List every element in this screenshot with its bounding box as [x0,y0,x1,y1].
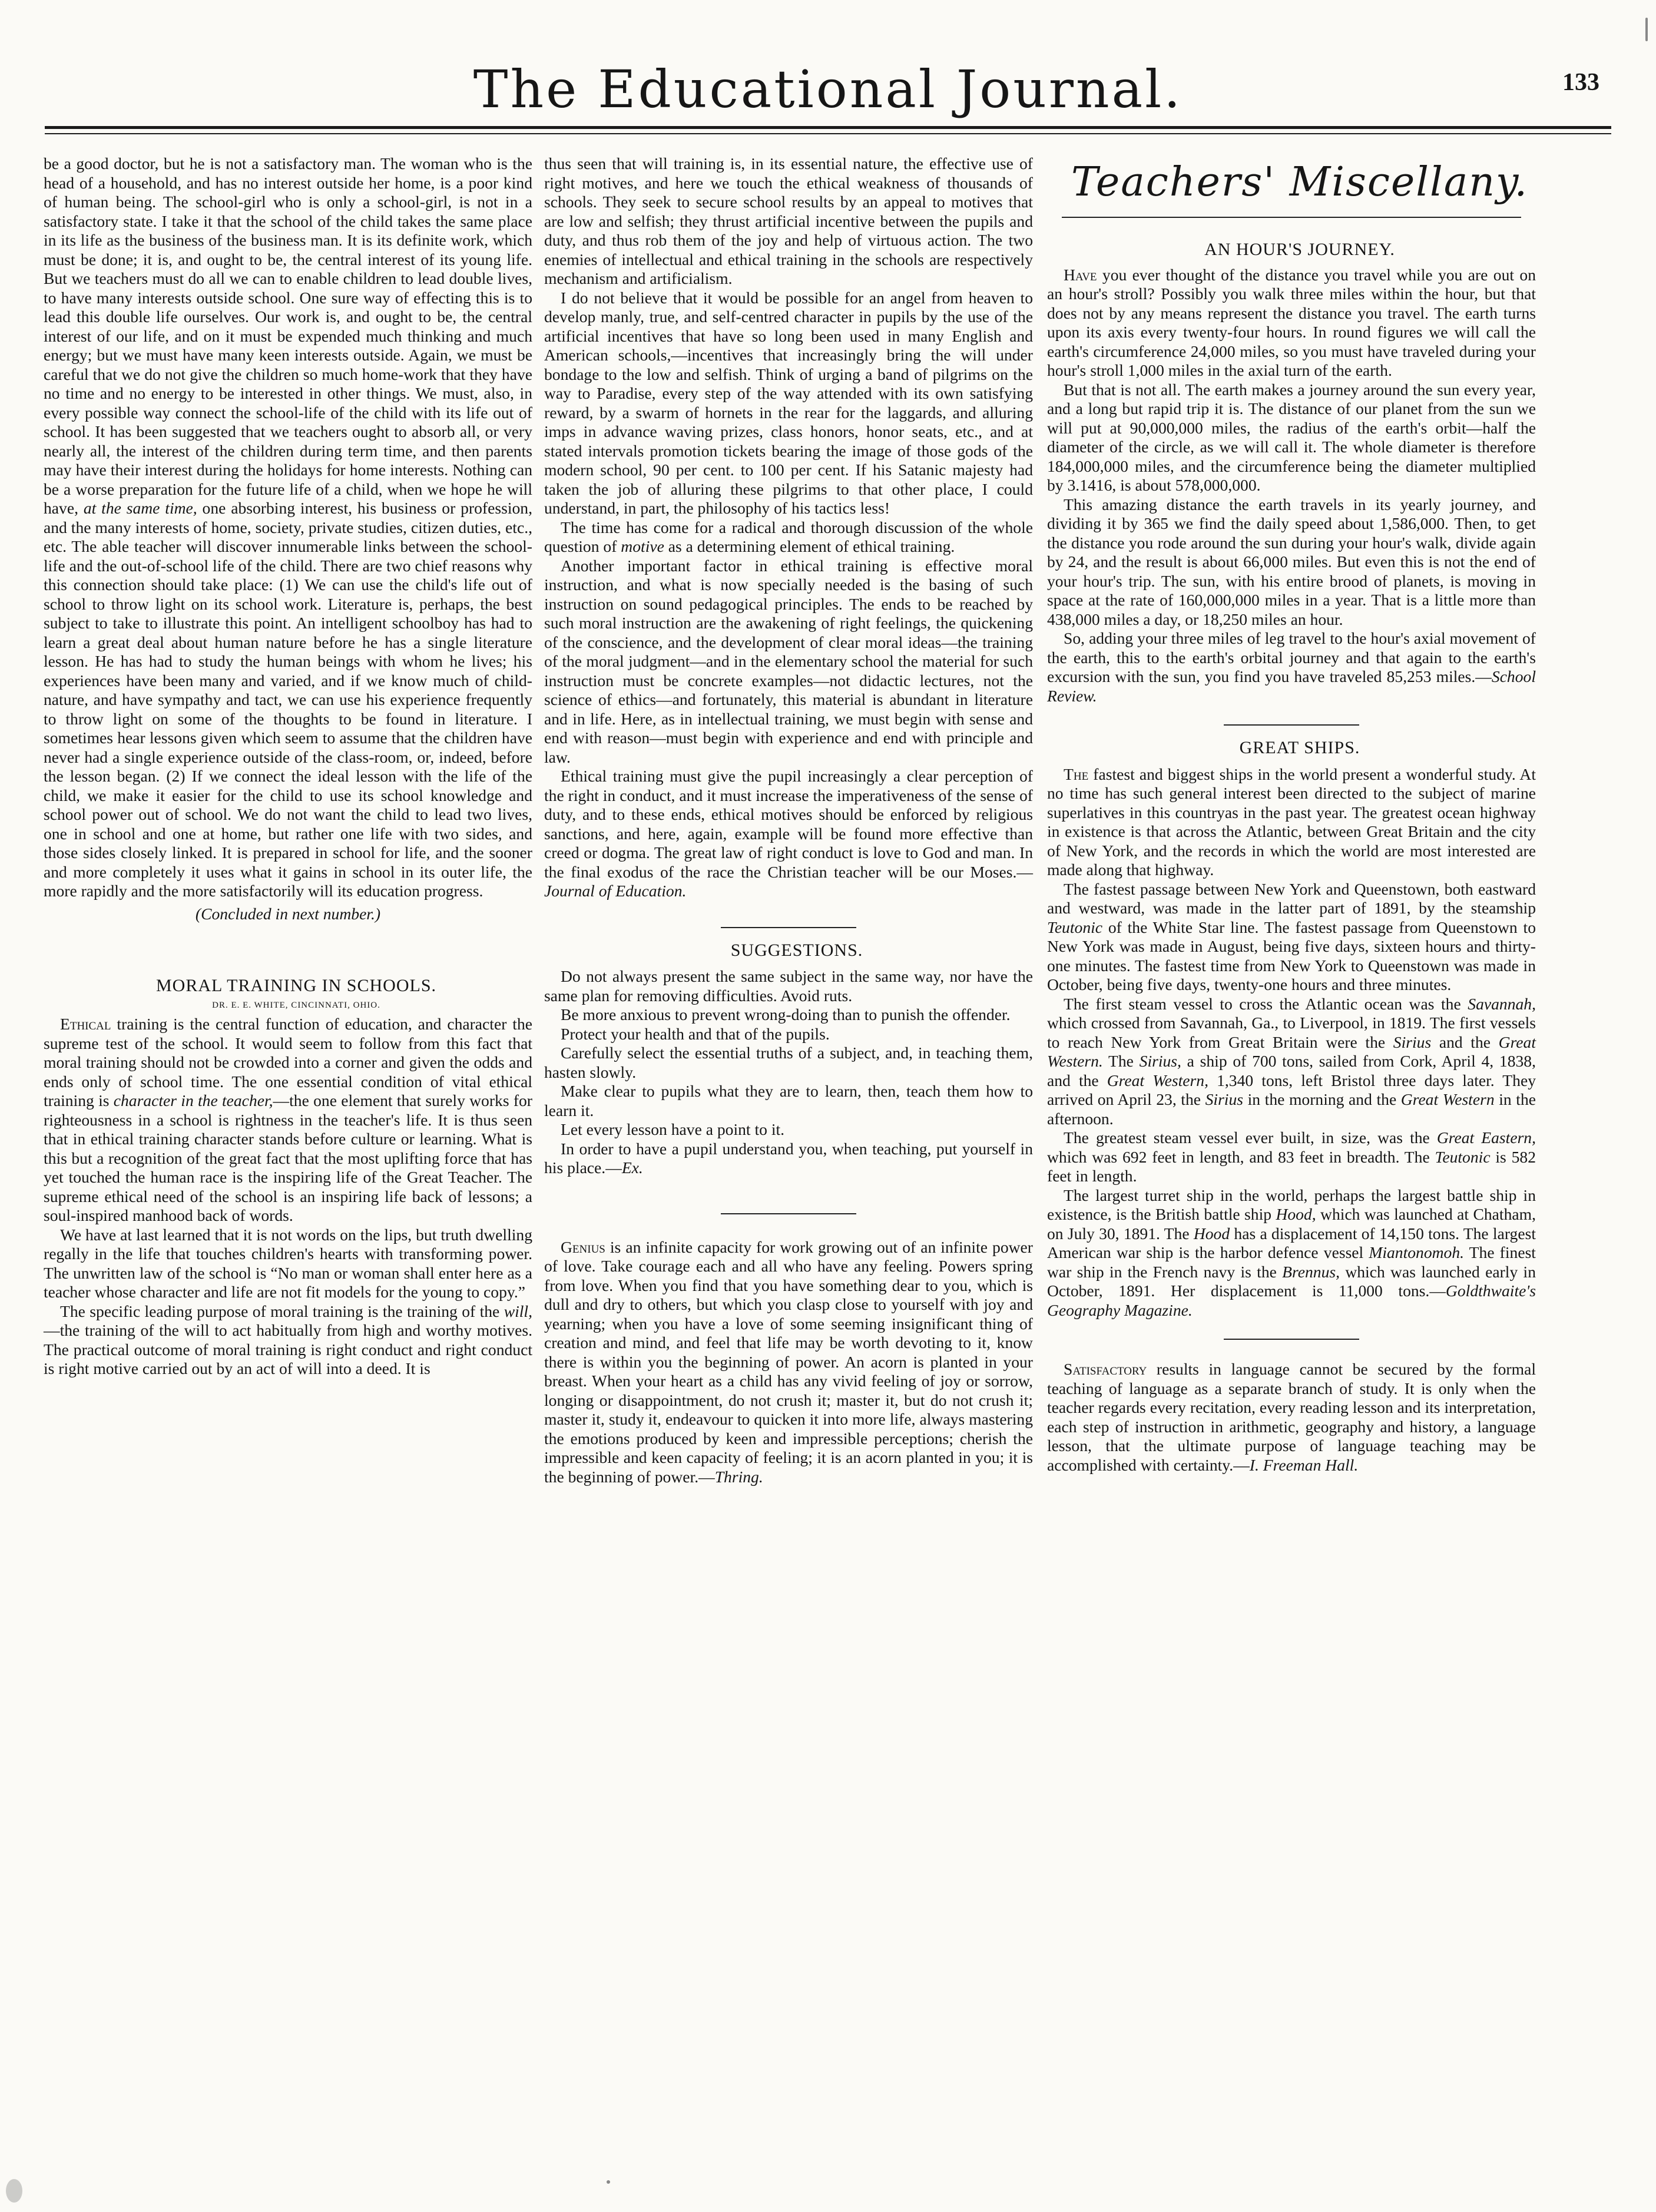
suggestions-heading: SUGGESTIONS. [730,940,863,960]
suggestion-item: Be more anxious to prevent wrong-doing than to punish the offender. [561,1005,1011,1024]
section-divider [1224,724,1359,726]
suggestion-item: Do not always present the same subject in the same way, nor have the same plan for removing difficulties. Avoid ruts. [544,967,1033,1005]
journal-title: The Educational Journal. [473,59,1183,120]
moral-training-paragraph-3: The specific leading purpose of moral training is the training of the will,—the training of the will to act habitually from high and worthy motives. The practical outcome of moral training is right conduct and right conduct is right motive carried out by an act of will into a deed. It is [44,1302,532,1377]
moral-training-byline: DR. E. E. WHITE, CINCINNATI, OHIO. [212,1000,380,1010]
suggestion-item: Make clear to pupils what they are to learn, then, teach them how to learn it. [544,1082,1033,1120]
scan-speck [607,2180,610,2184]
language-paragraph: Satisfactory results in language cannot be secured by the formal teaching of language as a separate branch of study. It is only when the teacher regards every recitation, every reading lesson and its interpretation, each step of instruction in arithmetic, geography and history, a language lesson, that the ultimate purpose of language teaching may be accomplished with certainty.—I. Freeman Hall. [1047,1360,1536,1474]
moral-training-continued-5: Ethical training must give the pupil increasingly a clear perception of the right in conduct, and it must increase the imperativeness of the sense of duty, and to these ends, ethical motives should be enforced by religious sanctions, and here, again, example will be found more effective than creed or dogma. The great law of right conduct is love to God and man. In the final exodus of the race the Christian teacher will be our Moses.—Journal of Education. [544,767,1033,900]
great-ships-heading: GREAT SHIPS. [1239,738,1360,757]
hours-journey-paragraph-4: So, adding your three miles of leg travel to the hour's axial movement of the earth, this to the earth's orbital journey and that again to the earth's excursion with the sun, you find you have traveled 85,253 miles.—School Review. [1047,629,1536,705]
suggestion-item: Carefully select the essential truths of a subject, and, in teaching them, hasten slowly. [544,1044,1033,1081]
great-ships-paragraph-5: The largest turret ship in the world, perhaps the largest battle ship in existence, is the British battle ship Hood, which was launched at Chatham, on July 30, 1891. The Hood has a displacement of 14,150 tons. The largest American war ship is the harbor defence vessel Miantonomoh. The finest war ship in the French navy is the Brennus, which was launched early in October, 1891. Her displacement is 11,000 tons.—Goldthwaite's Geography Magazine. [1047,1186,1536,1319]
great-ships-paragraph-1: The fastest and biggest ships in the world present a wonderful study. At no time has such general interest been directed to the subject of marine superlatives in this countryas in the past year. The greatest ocean highway in existence is that across the Atlantic, between Great Britain and the city of New York, and the records in which the world are most interested are made along that highway. [1047,764,1536,879]
genius-paragraph: Genius is an infinite capacity for work growing out of an infinite power of love. Take courage each and all who have any feeling. Powers spring from love. When you find that you have something dear to you, which is dull and dry to others, but which you clasp close to yourself with joy and yearning; when you have a love of some seeming insignificant thing of creation and mind, and feel that life may be worth devoting to it, know there is within you the beginning of power. An acorn is planted in your breast. When your heart as a child has any vivid feeling of joy or sorrow, longing or disappointment, do not crush it; master it, but do not crush it; master it, study it, endeavour to quicken it into more life, always mastering the emotions produced by keen and impressible perceptions; cherish the impressible and keen capacity of feeling; it is an acorn planted in you; it is the beginning of power.—Thring. [544,1237,1033,1486]
header-rule-thin [45,133,1611,134]
section-divider [721,1213,856,1214]
column-3 [1047,154,1536,1475]
moral-training-continued-3: The time has come for a radical and thorough discussion of the whole question of motive as a determining element of ethical training. [544,518,1033,555]
header-rule-thick [45,126,1611,129]
hours-journey-paragraph-2: But that is not all. The earth makes a journey around the sun every year, and a long but rapid trip it is. The distance of our planet from the sun we will put at 90,000,000 miles, the radius of the earth's orbit—half the diameter of the circle, as we will call it. The whole diameter is therefore 184,000,000 miles, and the circumference being the diameter multiplied by 3.1416, is about 578,000,000. [1047,380,1536,494]
masthead [45,57,1611,122]
concluded-note: (Concluded in next number.) [195,904,381,923]
column-2 [544,154,1033,1486]
moral-training-continued-2: I do not believe that it would be possible for an angel from heaven to develop manly, true, and self-centred character in pupils by the use of the artificial incentives that have so long been used in many English and American schools,—incentives that increasingly bring the will under bondage to the low and selfish. Think of urging a band of pilgrims on the way to Paradise, every step of the way attended with its own satisfying reward, by a swarm of hornets in the rear for the laggards, and alluring imps in advance waving prizes, class honors, honor seats, etc., and at stated intervals promotion tickets bearing the image of those gods of the modern school, 90 per cent. to 100 per cent. If his Satanic majesty had taken the job of alluring these pilgrims to that other place, I could understand, in part, the philosophy of his tactics less! [544,288,1033,517]
suggestion-item: In order to have a pupil understand you, when teaching, put yourself in his place.—Ex. [544,1139,1033,1177]
scan-speck [6,2179,22,2203]
scan-speck [1645,18,1648,41]
moral-training-continued-4: Another important factor in ethical training is effective moral instruction, and what is now specially needed is the basing of such instruction on sound pedagogical principles. The ends to be reached by such moral instruction are the awakening of right feelings, the quickening of the conscience, and the development of clear moral ideas—the training of the moral judgment—and in the elementary school the material for such instruction must be concrete examples—not didactic lectures, not the science of ethics—and fortunately, this material is abundant in literature and in life. Here, as in intellectual training, we must begin with sense and end with reason—must begin with experience and end with principle and law. [544,556,1033,766]
moral-training-continued-1: thus seen that will training is, in its essential nature, the effective use of right motives, and here we touch the ethical weakness of thousands of schools. They seek to secure school results by an appeal to motives that are low and selfish; they thrust artificial incentive between the pupils and duty, and thus rob them of the joy and help of virtuous action. The two enemies of intellectual and ethical training in the schools are respectively mechanism and artificialism. [544,154,1033,287]
great-ships-paragraph-3: The first steam vessel to cross the Atlantic ocean was the Savannah, which crossed from Savannah, Ga., to Liverpool, in 1819. The first vessels to reach New York from Great Britain were the Sirius and the Great Western. The Sirius, a ship of 700 tons, sailed from Cork, April 4, 1838, and the Great Western, 1,340 tons, left Bristol three days later. They arrived on April 23, the Sirius in the morning and the Great Western in the afternoon. [1047,994,1536,1128]
hours-journey-heading: AN HOUR'S JOURNEY. [1204,240,1395,259]
miscellany-rule [1062,217,1521,218]
moral-training-paragraph-1: Ethical training is the central function of education, and character the supreme test of the school. It would seem to follow from this fact that moral training should not be crowded into a corner and given the odds and ends only of school time. The one essential condition of vital ethical training is character in the teacher,—the one element that surely works for righteousness in a school is rightness in the teacher's life. It is thus seen that in ethical training character stands before culture or learning. What is this but a recognition of the great fact that the most uplifting force that has yet touched the human race is the inspiring life of the Great Teacher. The supreme ethical need of the school is an inspiring life back of lessons; a soul-inspired manhood back of words. [44,1015,532,1224]
suggestion-item: Let every lesson have a point to it. [561,1120,785,1138]
suggestion-item: Protect your health and that of the pupils. [561,1024,830,1043]
section-divider [1224,1339,1359,1340]
moral-training-paragraph-2: We have at last learned that it is not words on the lips, but truth dwelling regally in the life that touches children's hearts with transforming power. The unwritten law of the school is “No man or woman shall enter here as a teacher whose character and life are not fit models for the young to copy.” [44,1225,532,1301]
great-ships-paragraph-4: The greatest steam vessel ever built, in size, was the Great Eastern, which was 692 feet in length, and 83 feet in breadth. The Teutonic is 582 feet in length. [1047,1128,1536,1185]
great-ships-paragraph-2: The fastest passage between New York and Queenstown, both eastward and westward, was made in the latter part of 1891, by the steamship Teutonic of the White Star line. The fastest passage from Queenstown to New York was made in August, being five days, sixteen hours and thirty-one minutes. The fastest time from New York to Queenstown was made in October, being five days, twenty-one hours and three minutes. [1047,879,1536,994]
hours-journey-paragraph-1: Have you ever thought of the distance you travel while you are out on an hour's stroll? Possibly you walk three miles within the hour, but that does not by any means represent the distance you travel. The earth turns upon its axis every twenty-four hours. In round figures we will call the earth's circumference 24,000 miles, so you must have traveled during your hour's stroll 1,000 miles in the axial turn of the earth. [1047,265,1536,379]
article-continued-text: be a good doctor, but he is not a satisfactory man. The woman who is the head of a household, and has no interest outside her home, is a poor kind of human being. The school-girl who is only a school-girl, is not in a satisfactory state. I take it that the school of the child takes the same place in its life as the business of the business man. It is its definite work, which must be done; it is, and ought to be, the central interest of its young life. But we teachers must do all we can to enable children to lead double lives, to have many interests outside school. One sure way of effecting this is to lead this double life ourselves. Our work is, and ought to be, the central interest of our life, and on it must be expended much thinking and much energy; but we must have many keen interests outside. Again, we must be careful that we do not give the children so much home-work that they have no time and no energy to be interested in other things. We must, also, in every possible way connect the school-life of the child with its life out of school. It has been suggested that we teachers ought to absorb all, or very nearly all, the interest of the children during term time, and then parents may have their interest during the holidays for home interests. Nothing can be a worse preparation for the future life of a child, when we hope he will have, at the same time, one absorbing interest, his business or profession, and the many interests of home, society, private studies, citizen duties, etc., etc. The able teacher will discover innumerable links between the school-life and the out-of-school life of the child. There are two chief reasons why this connection should take place: (1) We can use the child's life out of school to throw light on its school work. Literature is, perhaps, the best subject to take to illustrate this point. An intelligent schoolboy has had to learn a great deal about human nature before he has a single literature lesson. He has had to study the human beings with whom he lives; his experiences have been many and varied, and if we know much of child-nature, and have sympathy and tact, we can use his experience frequently to throw light on some of the thoughts to be found in literature. I sometimes hear lessons given which seem to assume that the children have never had a single experience outside of the class-room, or, indeed, before the lesson began. (2) If we connect the ideal lesson with the life of the child, we make it easier for the child to use its school knowledge and school power out of school. We do not want the child to lead two lives, one in school and one at home, but rather one life with two sides, and those sides closely linked. It is prepared in school for life, and the sooner and more completely it uses what it gains in school in its outer life, the more rapidly and the more satisfactorily will its education progress. [44,154,532,900]
page-number: 133 [1562,69,1599,96]
moral-training-heading: MORAL TRAINING IN SCHOOLS. [155,976,436,995]
hours-journey-paragraph-3: This amazing distance the earth travels in its yearly journey, and dividing it by 365 we find the daily speed about 1,586,000. Then, to get the distance you rode around the sun during your hour's walk, divide again by 24, and the result is about 66,000 miles. But even this is not the end of your hour's trip. The sun, with his entire brood of planets, is moving in space at the rate of 160,000,000 miles in a year. That is a little more than 438,000 miles a day, or 18,250 miles an hour. [1047,495,1536,628]
miscellany-title: Teachers' Miscellany. [1071,159,1529,206]
section-divider [721,927,856,928]
column-1 [44,154,532,1379]
